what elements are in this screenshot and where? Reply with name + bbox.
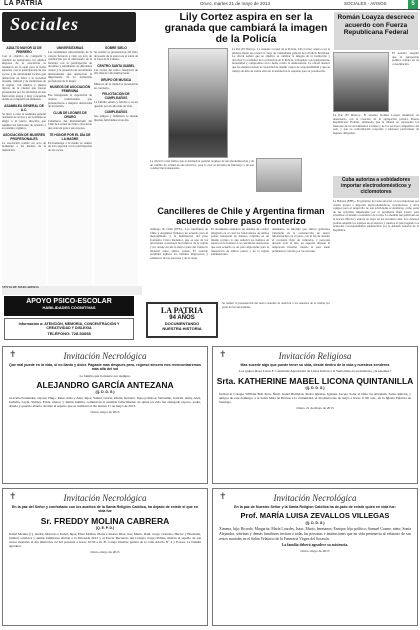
column-text: Fue inaugurada la exposición de objetos tradicionales que pertenecieron a mujeres destacadas de la historia. — [48, 93, 92, 109]
ad-brand: LA PATRIA — [160, 306, 204, 315]
column-heading: ADULTO MAYOR 32 DE FEBRERO — [6, 46, 42, 54]
lead-article-continued: La oficial Cortez indicó que la institución policial requiere de una modernización y de un cambio de actitud en sus efectivos, para lo cual se necesita de liderazgo y de una conducción transparente. — [150, 160, 254, 171]
classified-band: VENTA DE MERCADERÍA — [2, 286, 142, 295]
column-heading: ASAMBLEA GENERAL DE A.C. — [4, 103, 44, 112]
obituary-closing: La familia deberá agradece su asistencia. — [281, 543, 349, 548]
column-text: En homenaje a la madre se realizó un acto especial con la participación de las socias. — [48, 140, 92, 152]
masthead — [0, 0, 420, 10]
obituary-abbrev: (Q. E. P. D.) — [95, 525, 115, 530]
ad-title: APOYO PSICO-ESCOLAR — [26, 298, 112, 305]
chile-article-col2: El documento establece un sistema de control integrado en el cual los funcionarios de ambos países trabajarán de manera conjunta en un mismo recinto, lo que reducirá los tiempos de espera en la frontera. Los cancilleres destacaron que este acuerdo es un paso importante para la integración de ambos países y de la región sudamericana. — [211, 228, 269, 257]
roman-loayza-photo — [333, 52, 389, 112]
obituary-card — [212, 346, 418, 484]
lead-headline: Lily Cortez aspira en ser la granada que cambiará la imagen de la Policía — [164, 12, 328, 45]
article-photo — [256, 158, 302, 192]
obituary-date: Oruro, 21 de mayo de 2013 — [296, 405, 334, 410]
section-name: SOCIALES - AVISOS — [344, 1, 387, 6]
obituary-abbrev: (Q. D. D. G.) — [95, 389, 115, 394]
column-text: Caballeros del Domaturnum del Club de Leones de Oruro ofrecieron una cena de gala a sus esposas. — [48, 118, 92, 130]
classified-text: Se realizó la presentación del nuevo sistema de atención a los usuarios de la ciudad por parte de las autoridades. — [222, 302, 330, 309]
sociales-column-3 — [94, 44, 138, 294]
roman-article-text: La Paz (El Diario).- El senador Román Loayza manifestó su desacuerdo con la creación de la agrupación política Fuerza Republicana Federal, señalando que la misma no representa los intereses de los movimientos sociales y de los sectores campesinos del país, y que su conformación responde a intereses particulares de algunos dirigentes. — [333, 114, 419, 135]
ad-phone: TELÉFONO: 728-53658 — [47, 331, 91, 336]
deceased-name: Srta. KATHERINE MABEL LICONA QUINTANILLA — [216, 375, 414, 386]
ad-years: 94 AÑOS — [169, 315, 195, 321]
column-heading: CLUB DE LEONES DE ORURO — [53, 110, 87, 119]
column-text: Las socias del centro festejaron un año más de vida institucional. — [94, 67, 138, 76]
sociales-banner — [2, 12, 136, 42]
column-text: Sus amigos y familiares le desean muchas felicidades en su día. — [94, 114, 138, 122]
column-heading: TE HONOR POR EL DÍA DE LA MADRE — [49, 132, 91, 141]
obituary-card — [212, 488, 418, 626]
ad-tagline-2: NUESTRA HISTORIA — [162, 326, 202, 331]
cross-icon: ✝ — [219, 491, 227, 501]
obituary-body: Isabel Molina (†), madre; Marcelo e Isabel, hijas; Elisa Molina, Elena e Isidora Diaz, tíos; Mario, Raúl, Jorge, Gonzalo, Héctor y Elizabeth, primos; sobrinos y demás familiares invitan a la Pelonada 2013 y al Tercer Recuerdo del Colegio Jorge Oblitas, misión al sepelio de sus restos mortales el día miércoles 22 del presente a horas 10:30 a.m. El cortejo fúnebre partirá de la calle Adolfo Nº 4 y Potosi. La familia agradece. — [9, 531, 201, 549]
obituary-quote: En la paz de Nuestro Señor y la Santa Religión Católica ha de-jado de existir quien en vida fue: — [234, 505, 396, 509]
obituary-heading: Invitación Religiosa — [278, 351, 352, 361]
obituary-body: Graciela Fernández, esposa; Hugo, René, Irma y Alex, hijos; Yamel, Gloria, Ofelia, Roberto, hijos políticos; Sebastián, Gabriel, Anny, Alex, Isabella, Leyla, Shirley, Erick, nietos; y demás familia, comunican el sensible fallecimiento de quien en vida fue abnegado esposo, padre, abuelo y querido abuelo. Invitan al sepelio que se realizará el día martes 21 de mayo de 2013. — [9, 395, 201, 409]
la-patria-anniversary-ad — [146, 302, 218, 338]
roman-loayza-headline: Román Loayza descrece acuerdo con Fuerza Republicana Federal — [334, 12, 418, 50]
psico-escolar-ad — [4, 296, 134, 316]
obituary-quote: Que mal puede en la vida, si no llanto y dolor. Pagaste mas después pero, regreso sincero nos reencontraremos más allá del sol — [9, 363, 201, 372]
obituary-date: Oruro, mayo de 2013 — [300, 549, 330, 554]
psico-escolar-info — [4, 318, 134, 340]
chile-article-col3: Asimismo, se informó que ambos gobiernos trabajarán en la construcción de nueva infraestructura en el paso, con el fin de atender el creciente flujo de vehículos y personas durante todo el año, en especial durante la temporada invernal cuando el paso suele permanecer cerrado por las nevadas. — [272, 228, 330, 253]
chile-article-col1: Santiago de Chile (EFE).- Los cancilleres de Chile y Argentina firmaron un acuerdo para el mejoramiento y la habilitación del paso fronterizo Cristo Redentor, que es uno de los principales corredores bioceánicos de la región y por donde circula la mayor parte del comercio bilateral entre ambos países. El acuerdo permitirá agilizar los trámites migratorios y aduaneros de las personas y de la carga. — [150, 228, 208, 260]
column-text: La asociación realizó un acto de homenaje a las madres de la institución. — [2, 140, 46, 152]
ad-subtitle: HABILIDADES COGNITIVAS — [42, 305, 96, 310]
column-text: Las estudiantes universitarias de la carrera llevaron a cabo un acto de celebración por el aniversario de la facultad con la participación de docentes y estudiantes de diferentes cursos y la presencia de autoridades universitarias que destacaron la importancia de la formación profesional de la mujer. — [48, 50, 92, 83]
cuba-headline: Cuba autoriza a sobidadores importar electrodomésticos y ciclomotores — [333, 176, 419, 198]
cross-icon: ✝ — [219, 349, 227, 359]
issue-date: Oruro, martes 21 de mayo de 2013 — [200, 1, 271, 6]
roman-article-side: El senador aseguró que la agrupación política trabaja en su consolidación. — [392, 52, 419, 66]
deceased-name: ALEJANDRO GARCÍA ANTEZANA — [36, 379, 174, 390]
newspaper-logo: LA PATRIA — [4, 0, 43, 7]
column-text: La familia saluda y felicita a su ser querido por un año más de vida. — [94, 100, 138, 108]
column-heading: FELICITACIÓN DE CUMPLEAÑOS — [102, 92, 130, 101]
obituary-intro: Los grupos Rosa Lirios E. Catedrales Apostolado de Lirios Invitan a la Santa misa en su memoria, ¿la tenemos? — [239, 369, 391, 374]
column-heading: CUMPLEAÑOS — [104, 110, 128, 115]
obituary-abbrev: (Q. D. D. G.) — [305, 521, 325, 526]
column-text: Se realizó la presentación del libro de poesía de la autora en el salón de la Casa de la Cultura. — [94, 50, 138, 62]
obituary-date: Oruro, mayo de 2013 — [90, 410, 120, 415]
column-heading: SOBRE SIELO — [105, 46, 127, 50]
obituary-heading: Invitación Necrológica — [273, 493, 357, 503]
lead-article-text: La Paz (El Diario).- La teniente coronel de la Policía, Lily Cortez, aspira a ser la primera mujer en ocupar el cargo de comandante general de la Policía Boliviana. La oficial señaló que su objetivo es cambiar la imagen de la institución y devolver la confianza de la población en la Policía, trabajando con transparencia, honestidad y compromiso en la lucha contra la delincuencia. La oficial destacó que las mujeres tienen la capacidad de asumir cargos de responsabilidad y que su trabajo de más de veinte años en la institución le respalda para su postulación. — [232, 48, 330, 73]
cuba-article-text: La Habana (EFE).- El gobierno de Cuba autorizó a los trabajadores por cuenta propia a importar electrodomésticos, ciclomotores y otros equipos para el desarrollo de sus actividades económicas, como parte de las reformas impulsadas por el presidente Raúl Castro para actualizar el modelo económico de la isla. La medida fue publicada en la Gaceta Oficial y entrará en vigor en los próximos días. Los cubanos podrán adquirir los equipos en el exterior y traerlos al país pagando los aranceles correspondientes establecidos por la Aduana General de la República. — [333, 200, 419, 232]
column-heading: ASOCIACIÓN DE MUJERES PROFESIONALES — [3, 132, 45, 141]
deceased-name: Sr. FREDDY MOLINA CABRERA — [40, 515, 170, 526]
obituary-card — [2, 488, 208, 626]
column-heading: CENTRO SANTA ISABEL — [97, 63, 135, 68]
obituary-body: Invitan al Colegio William Boli Peru, Ñinil, Isabel Ballivian, Pedro Iglesias, Iglesias Lucero Solar el Diez los Abraham, Santo Rincón, y amigos de este domingo, a la Santa Misa de Honras a la comunidad, el día miércoles de mayo a horas 11:00 a.m., en la Iglesia Epistola de Santiago. — [219, 391, 411, 404]
obituary-abbrev: (Q. D. D. G.) — [305, 385, 325, 390]
obituary-heading: Invitación Necrológica — [63, 351, 147, 361]
column-text: Se llevó a cabo la asamblea general ordinaria de socios y en la misma se eligió a la nueva directiva que asumirá las funciones de acuerdo a su estatuto orgánico. — [2, 111, 46, 131]
column-text: Músicos de la ciudad se presentaron en concierto. — [94, 81, 138, 90]
ad-tagline-1: DOCUMENTANDO — [164, 321, 200, 326]
cross-icon: ✝ — [9, 349, 17, 359]
police-officer-photo — [168, 48, 228, 158]
cross-icon: ✝ — [9, 491, 17, 501]
sociales-column-2 — [48, 44, 92, 294]
obituary-heading: Invitación Necrológica — [63, 493, 147, 503]
sociales-title: Sociales — [10, 14, 79, 34]
column-heading: GRUPO DE MUSICA — [100, 77, 132, 82]
ad-info: Información a: ATENCIÓN, MEMORIA, CONCENTRACIÓN Y CREATIVIDAD Y DISLEXIA — [18, 322, 120, 330]
obituary-intro: La familia que la muerte por siempre. — [79, 373, 131, 378]
chile-argentina-headline: Cancilleres de Chile y Argentina firman acuerdo sobre paso fronterizo — [157, 206, 325, 226]
column-text: Con el objetivo de compartir y celebrar su aniversario, los adultos mayores de la asociación se reunieron en la sede para la fecha especial, con la participación de sus socios y de autoridades locales que destacaron su labor a la sociedad orureña, cultural y de tradiciones de la región, con música y danzas típicas de la ciudad que fueron presentadas por los invitados en una fiesta muy alegre y muy concurrida donde se compartió un almuerzo. — [2, 54, 46, 102]
obituary-card — [2, 346, 208, 484]
obituary-quote: Mas sucede algo que puede tener su vida, desde dentro de la vida y nuestros senderos — [240, 363, 390, 367]
page-number: 5 — [408, 0, 418, 9]
obituary-body: Ximena, hija; Ricardo, Margarita, María Lourdes, Isaac, Mario, hermanos; Enrique, hijo político; Samuel Cosme, nieto; Sonia Alejandra, sobrinas y demás familiares invitan a todas las personas e instituciones que en vida pertenecía al velatorio de sus restos mortales en el Salón Velatorio de la Funeraria Virgen del Socavón. — [219, 527, 411, 541]
sociales-column-1 — [2, 44, 46, 294]
obituary-quote: En la paz del Señor y confortado con los auxilios de la Santa Religión Católica, ha dejado de existir el que en vida fue — [12, 505, 198, 514]
column-heading: MUSEOS DE ASOCIACIÓN FEMENINA — [49, 85, 91, 94]
obituary-date: Oruro, mayo de 2013 — [90, 550, 120, 555]
deceased-name: Prof. MARÍA LUISA ZEVALLOS VILLEGAS — [240, 511, 390, 521]
column-heading: UNIVERSITARIAS — [56, 46, 84, 50]
